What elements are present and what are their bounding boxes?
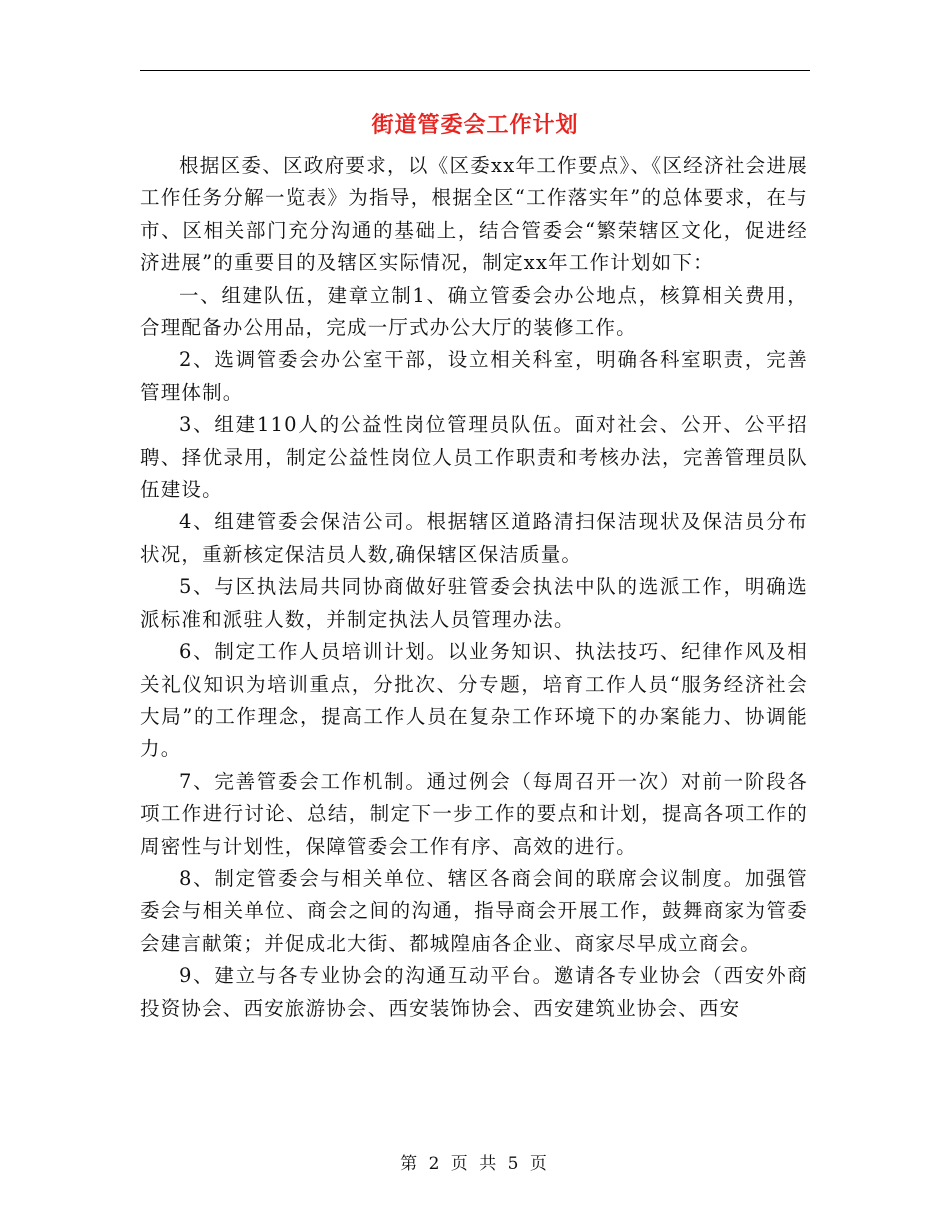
paragraph-item-7: 7、完善管委会工作机制。通过例会（每周召开一次）对前一阶段各项工作进行讨论、总结，制定下一步工作的要点和计划，提高各项工作的周密性与计划性，保障管委会工作有序、高效的进行。 xyxy=(140,769,808,858)
document-body xyxy=(140,150,808,1025)
paragraph-item-3: 3、组建110人的公益性岗位管理员队伍。面对社会、公开、公平招聘、择优录用，制定公益性岗位人员工作职责和考核办法，完善管理员队伍建设。 xyxy=(140,413,808,502)
document-title: 街道管委会工作计划 xyxy=(371,112,579,138)
paragraph-item-4: 4、组建管委会保洁公司。根据辖区道路清扫保洁现状及保洁员分布状况，重新核定保洁员人数,确保辖区保洁质量。 xyxy=(140,510,808,566)
paragraph-section-1: 一、组建队伍，建章立制1、确立管委会办公地点，核算相关费用，合理配备办公用品，完成一厅式办公大厅的装修工作。 xyxy=(140,283,808,340)
paragraph-item-5: 5、与区执法局共同协商做好驻管委会执法中队的选派工作，明确选派标准和派驻人数，并制定执法人员管理办法。 xyxy=(140,575,808,631)
paragraph-item-2: 2、选调管委会办公室干部，设立相关科室，明确各科室职责，完善管理体制。 xyxy=(140,348,808,404)
paragraph-intro: 根据区委、区政府要求，以《区委xx年工作要点》、《区经济社会进展工作任务分解一览表》为指导，根据全区“工作落实年”的总体要求，在与市、区相关部门充分沟通的基础上，结合管委会“繁荣辖区文化，促进经济进展”的重要目的及辖区实际情况，制定xx年工作计划如下： xyxy=(140,154,808,275)
header-rule xyxy=(140,70,810,71)
paragraph-item-6: 6、制定工作人员培训计划。以业务知识、执法技巧、纪律作风及相关礼仪知识为培训重点，分批次、分专题，培育工作人员“服务经济社会大局”的工作理念，提高工作人员在复杂工作环境下的办案能力、协调能力。 xyxy=(140,640,808,761)
page-indicator: 第 2 页 共 5 页 xyxy=(400,1154,550,1174)
paragraph-item-9: 9、建立与各专业协会的沟通互动平台。邀请各专业协会（西安外商投资协会、西安旅游协会、西安装饰协会、西安建筑业协会、西安 xyxy=(140,964,808,1020)
paragraph-item-8: 8、制定管委会与相关单位、辖区各商会间的联席会议制度。加强管委会与相关单位、商会之间的沟通，指导商会开展工作，鼓舞商家为管委会建言献策；并促成北大街、都城隍庙各企业、商家尽早成立商会。 xyxy=(140,866,808,955)
